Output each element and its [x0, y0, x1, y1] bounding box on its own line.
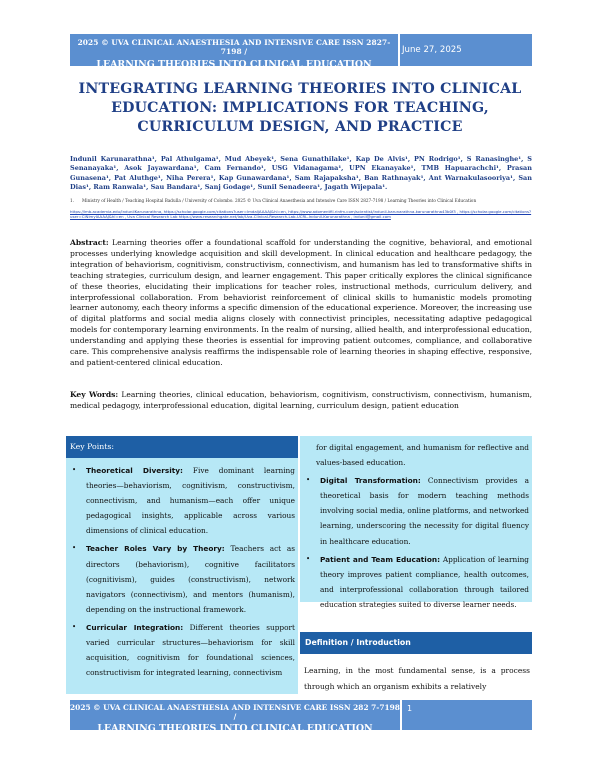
- key-point-item: [304, 473, 529, 548]
- abstract: [70, 238, 532, 369]
- bullet-icon: •: [72, 544, 77, 553]
- footer-series-title: LEARNING THEORIES INTO CLINICAL EDUCATION: [97, 723, 373, 734]
- header-series-title: LEARNING THEORIES INTO CLINICAL EDUCATION: [96, 59, 372, 70]
- author-links[interactable]: https://lmb.academia.edu/IndunilKarunarathna, https://scholar.google.com/citations?user=lmdaljAAAAJ&hl=en, https://www.adomentfil.rinfm.com/scientist/indunil-karunarathna-karunarathna43b0f3 , https://scholar.google.com/citations?user=CiNlmyIAAAAJ&hl=en , Uva Clinical Research Lab https://www.researchgate.net/lab/Uva-Clinical-Research-Lab-UCRL-Indunil-Karunarathna , indunil@gmail.com: [70, 209, 532, 220]
- page-header: [70, 34, 532, 70]
- bullet-icon: •: [72, 466, 77, 474]
- key-point-text: Connectivism provides a theoretical basis for modern teaching methods involving social media, online platforms, and networked learning, underscoring the necessity for digital fluency in healthcare education.: [320, 476, 529, 546]
- footer-journal-block: [70, 700, 400, 734]
- page-number: 1: [400, 700, 532, 730]
- keywords-text: Learning theories, clinical education, behaviorism, cognitivism, constructivism, connectivism, humanism, medical pedagogy, interprofessional education, digital learning, curriculum design, patient education: [70, 390, 533, 410]
- abstract-label: Abstract:: [70, 238, 109, 247]
- bullet-icon: •: [306, 554, 311, 563]
- key-point-title: Digital Transformation:: [320, 476, 421, 486]
- header-journal-block: [70, 34, 398, 70]
- key-point-item: [70, 463, 295, 538]
- key-point-text: Different theories support varied curricular structures—behaviorism for skill acquisition, cognitivism for foundational sciences, constructivism for integrated learning, connectivism: [86, 622, 295, 678]
- key-point-text: Teachers act as directors (behaviorism), cognitive facilitators (cognitivism), guides (constructivism), network navigators (connectivism), and mentors (humanism), depending on the instructional framework.: [86, 544, 295, 614]
- author-list: Indunil Karunarathna¹, Pal Athulgama¹, Mud Abeyek¹, Sena Gunathilake¹, Kap De Alvis¹, PN Rodrigo¹, S Ranasinghe¹, S Senanayaka¹, Asok Jayawardana¹, Cam Fernando¹, USG Vidanagama¹, UPN Ekanayake¹, TMB Hapuarachchi¹, Prasan Gunasena¹, Pat Aluthge¹, Niha Perera¹, Kap Gunawardana¹, Sam Rajapaksha¹, Ban Rathnayak¹, Ant Warnakulasooriya¹, San Dias¹, Ram Ranwala¹, Sau Bandara¹, Sanj Godage¹, Sunil Senadeera¹, Jagath Wijepala¹.: [70, 155, 532, 192]
- keywords: [70, 390, 532, 412]
- definition-text: Learning, in the most fundamental sense, is a process through which an organism exhibits a relatively: [304, 666, 530, 691]
- key-point-item: [70, 541, 295, 616]
- key-point-title: Teacher Roles Vary by Theory:: [86, 544, 225, 554]
- key-point-text: Application of learning theory improves patient compliance, health outcomes, and interprofessional collaboration through tailored education strategies suited to diverse learner needs.: [320, 554, 529, 609]
- key-point-text: Five dominant learning theories—behaviorism, cognitivism, constructivism, connectivism, and humanism—each offer unique pedagogical insights, applicable across various dimensions of clinical education.: [86, 466, 295, 536]
- key-point-title: Curricular Integration:: [86, 622, 184, 632]
- key-points-list-left: [70, 463, 295, 680]
- key-point-item: [304, 552, 529, 612]
- footer-journal-line: 2025 © UVA CLINICAL ANAESTHESIA AND INTENSIVE CARE ISSN 282 7-7198 /: [70, 703, 400, 721]
- key-point-title: Theoretical Diversity:: [86, 466, 183, 475]
- header-date: June 27, 2025: [398, 34, 532, 66]
- key-point-continued: for digital engagement, and humanism for reflective and values-based education.: [316, 443, 529, 468]
- key-point-title: Patient and Team Education:: [320, 554, 441, 564]
- bullet-icon: •: [72, 622, 77, 631]
- bullet-icon: •: [306, 476, 311, 485]
- page-footer: [70, 700, 532, 734]
- affiliation-number: 1.: [70, 198, 74, 203]
- key-point-item: [70, 620, 295, 680]
- header-journal-line: 2025 © UVA CLINICAL ANAESTHESIA AND INTENSIVE CARE ISSN 2827-7198 /: [77, 38, 391, 56]
- keywords-label: Key Words:: [70, 390, 119, 399]
- affiliation: [70, 198, 532, 203]
- abstract-text: Learning theories offer a foundational scaffold for understanding the cognitive, behavioral, and emotional processes underlying knowledge acquisition and skill development. In clinical education and healthcare pedagogy, the integration of behaviorism, cognitivism, constructivism, connectivism, and humanism has led to transformative shifts in teaching strategies, curriculum design, and learner engagement. This paper critically explores the clinical significance of these theories, elucidating their implications for teacher roles, instructional methods, curriculum delivery, and interprofessional collaboration. From behaviorist reinforcement of clinical skills to humanistic models promoting learner autonomy, each theory informs a specific dimension of the educational experience. Moreover, the increasing use of digital platforms and social media aligns closely with connectivist principles, necessitating adaptive pedagogical models for contemporary learning environments. In the realm of nursing, allied health, and interprofessional education, understanding and applying these theories is essential for improving patient outcomes, compliance, and collaborative care. This comprehensive analysis reaffirms the indispensable role of learning theories in shaping effective, responsive, and patient-centered clinical education.: [70, 238, 532, 367]
- key-points-heading: Key Points:: [66, 436, 298, 458]
- section-heading-definition: Definition / Introduction: [300, 632, 532, 654]
- paper-title: INTEGRATING LEARNING THEORIES INTO CLINICAL EDUCATION: IMPLICATIONS FOR TEACHING, CURRICULUM DESIGN, AND PRACTICE: [78, 81, 522, 135]
- key-points-list-right: [304, 440, 529, 612]
- affiliation-text: Ministry of Health / Teaching Hospital Badulla / University of Colombo. 2025 © Uva Clinical Anaesthesia and Intensive Care ISSN 2827-7198 / Learning Theories into Clinical Education: [82, 198, 477, 203]
